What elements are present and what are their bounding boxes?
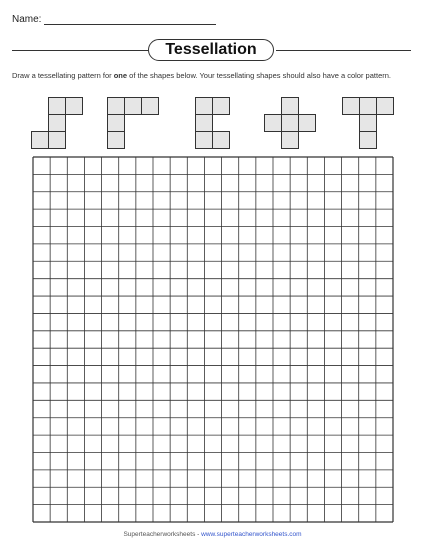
name-label: Name: [12,14,42,25]
s-tetromino-like-icon [32,98,83,149]
shape-cell [49,115,66,132]
shape-cell [196,98,213,115]
shape-cell [142,98,159,115]
drawing-grid[interactable] [32,156,394,523]
plus-shape-icon [265,98,316,149]
instructions-text-after: of the shapes below. Your tessellating shapes should also have a color pattern. [127,71,391,80]
shape-cell [125,98,142,115]
shape-cell [196,132,213,149]
shape-cell [108,115,125,132]
shape-cell [360,115,377,132]
shape-cell [265,115,282,132]
drawing-grid-wrap [32,156,394,528]
footer-site-name: Superteacherworksheets - [123,531,202,538]
shape-cell [108,98,125,115]
shape-cell [196,115,213,132]
shape-cell [343,98,360,115]
shape-cell [299,115,316,132]
page-title-text: Tessellation [165,41,257,58]
example-shapes [0,0,425,160]
shape-cell [32,132,49,149]
shape-cell [49,132,66,149]
instructions-text-before: Draw a tessellating pattern for [12,71,114,80]
shape-cell [282,98,299,115]
l-tromino-right-icon [108,98,159,149]
shape-cell [377,98,394,115]
shape-cell [108,132,125,149]
shape-cell [66,98,83,115]
shape-cell [360,132,377,149]
t-shape-icon [343,98,394,149]
footer-url[interactable]: www.superteacherworksheets.com [201,531,302,538]
shape-cell [282,115,299,132]
footer [0,531,425,538]
shape-cell [49,98,66,115]
shape-cell [213,132,230,149]
shape-cell [213,98,230,115]
instructions-emphasis: one [113,71,128,80]
shape-cell [360,98,377,115]
c-shape-icon [196,98,230,149]
shape-cell [282,132,299,149]
